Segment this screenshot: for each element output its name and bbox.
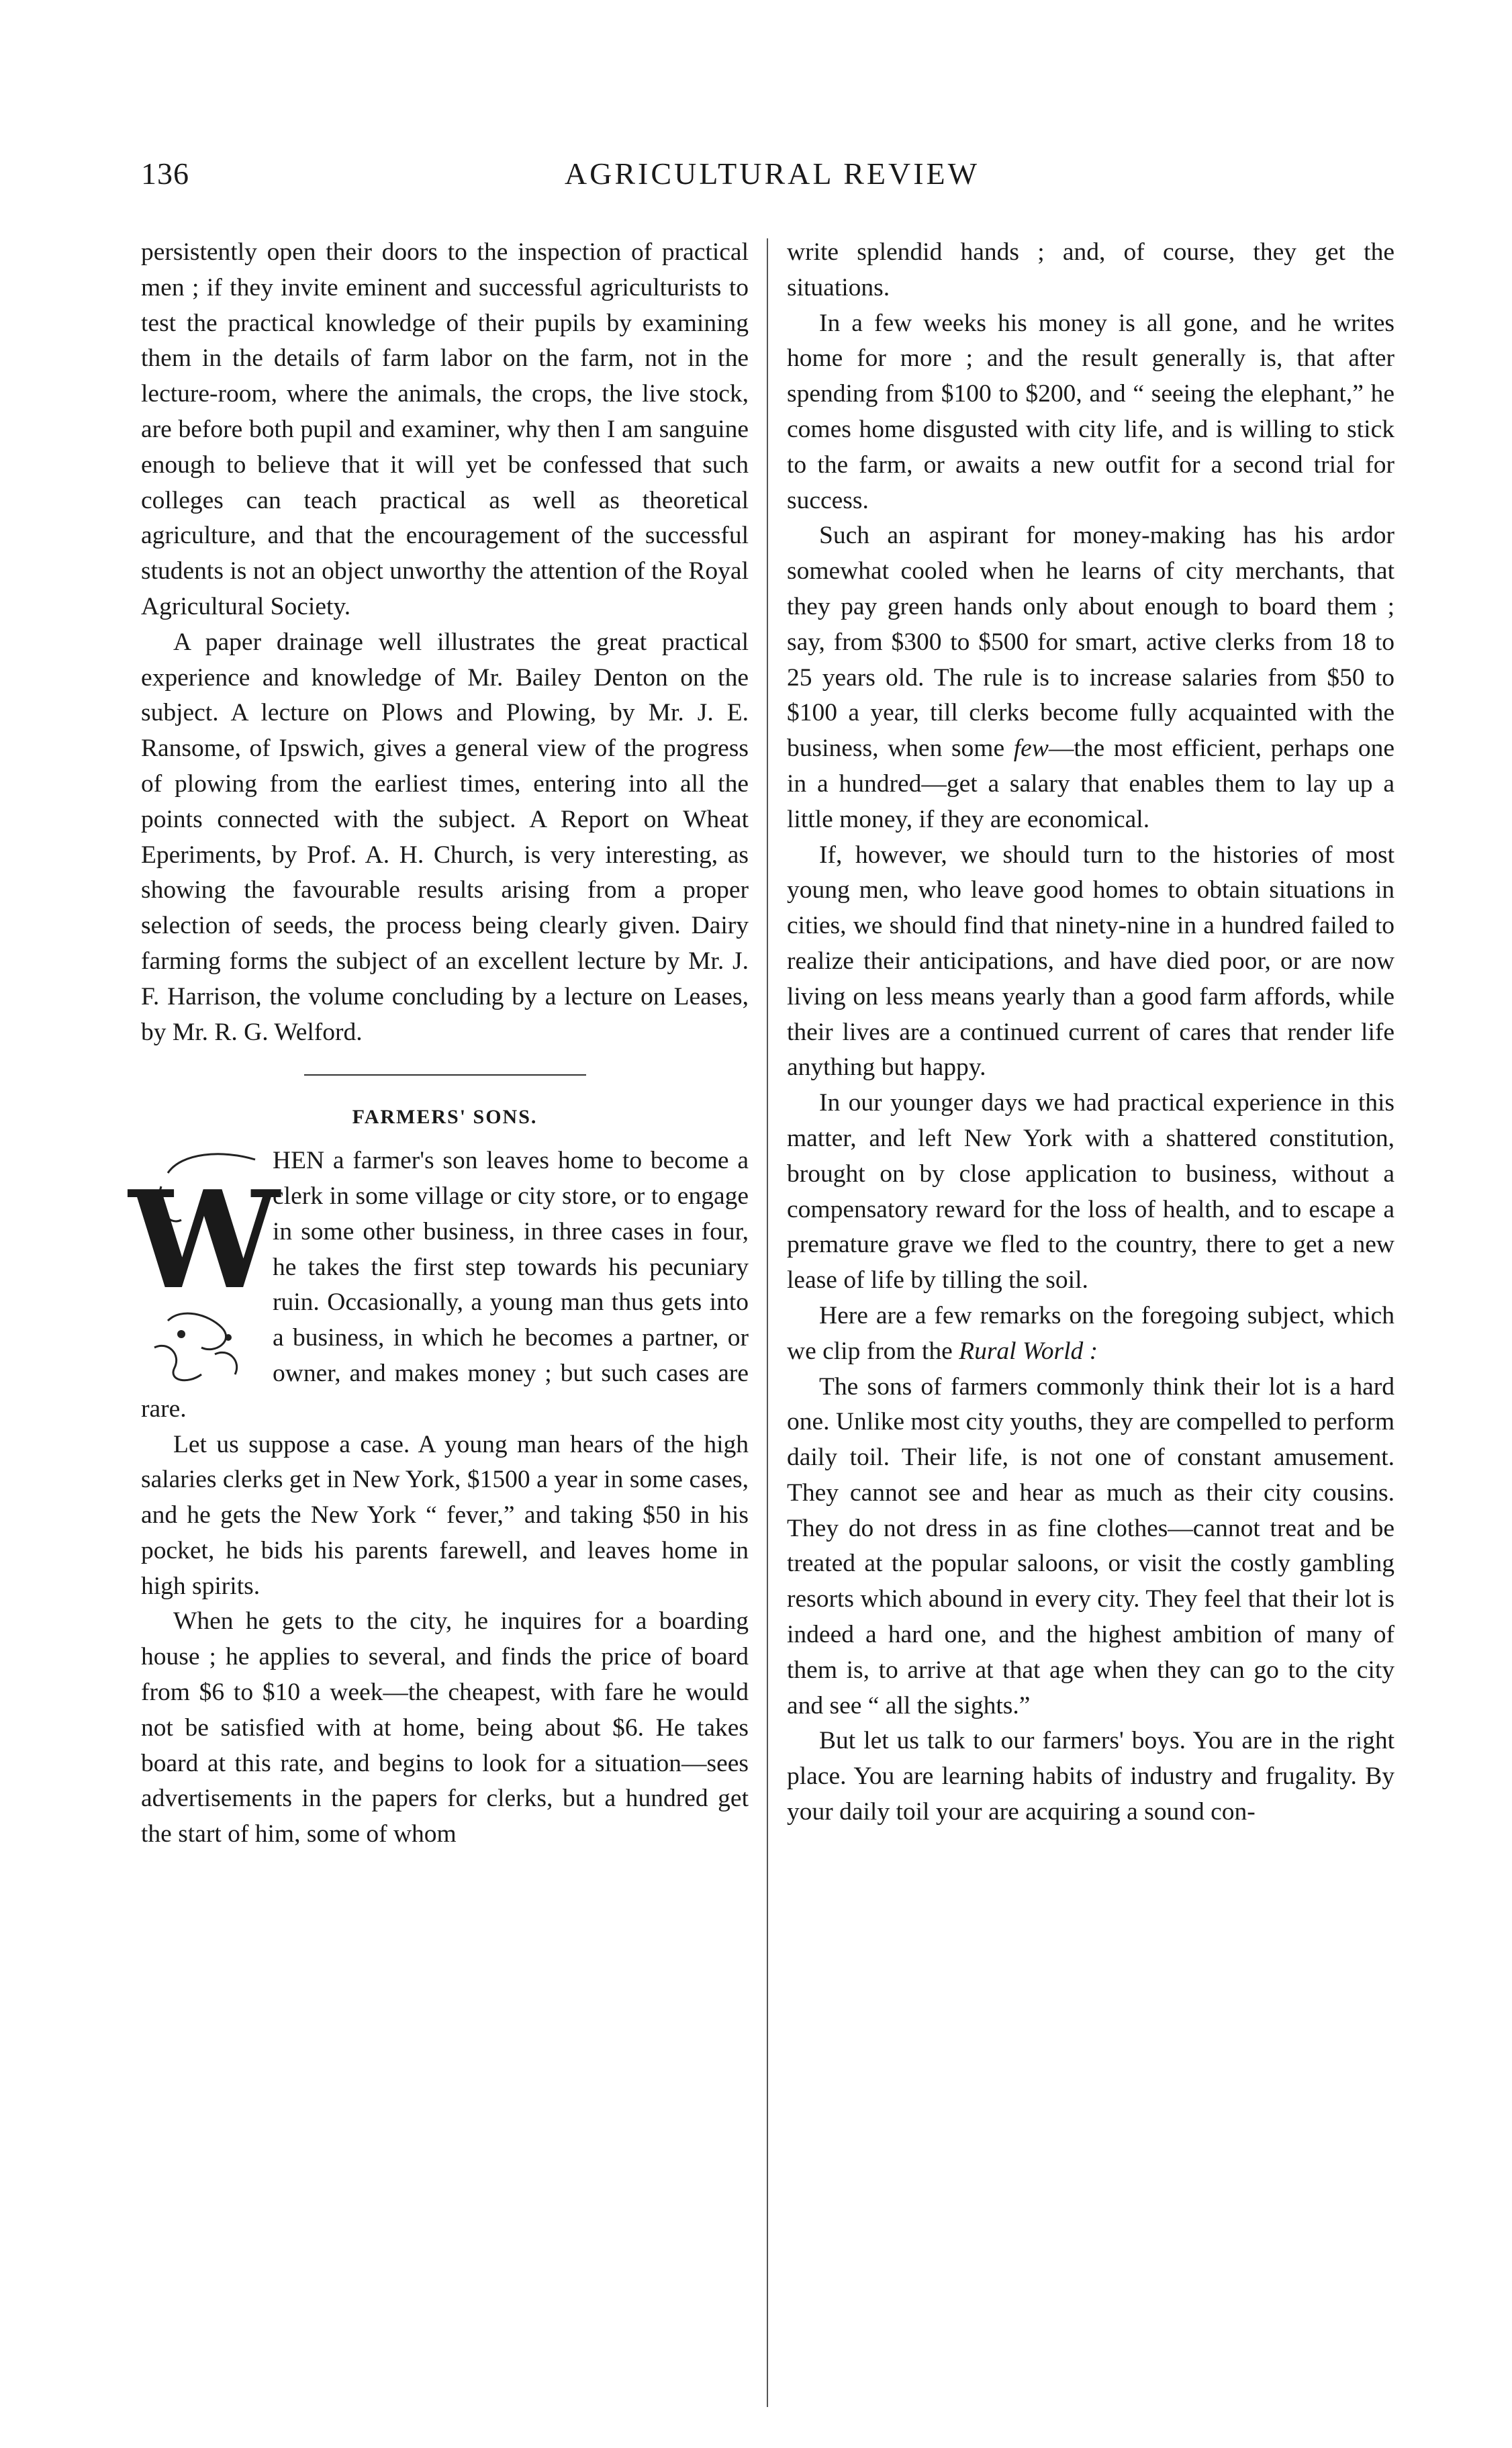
left-paragraph-1: persistently open their doors to the inspection of practical men ; if they invite eminent and successful agriculturists to test the practical knowledge of their pupils by examining them in the details of farm labor on the farm, not in the lecture-room, where the animals, the crops, the live stock, are before both pupil and examiner, why then I am sanguine enough to believe that it will yet be confessed that such colleges can teach practical as well as theoretical agriculture, and that the encouragement of the successful students is not an object unworthy the attention of the Royal Agricultural Society. — [141, 238, 749, 620]
page-number: 136 — [141, 156, 189, 191]
right-paragraph-6-emphasis: Rural World : — [959, 1337, 1098, 1365]
right-paragraph-5: In our younger days we had practical experience in this matter, and left New York with a shattered constitution, brought on by close application to business, without a compensatory reward for the loss of health, and to escape a premature grave we fled to the country, there to get a new lease of life by tilling the soil. — [787, 1089, 1395, 1294]
right-paragraph-8: But let us talk to our farmers' boys. You are in the right place. You are learning habits of industry and frugality. By your daily toil your are acquiring a sound con- — [787, 1727, 1395, 1826]
left-paragraph-3: HEN a farmer's son leaves home to become a clerk in some village or city store, or to engage in some other business, in three cases in four, he takes the first step towards his pecuniary ruin. Occasionally, a young man thus gets into a business, in which he becomes a partner, or owner, and makes money ; but such cases are rare. — [141, 1147, 749, 1423]
right-paragraph-6 — [787, 1299, 1395, 1370]
section-divider — [304, 1074, 586, 1076]
running-title: AGRICULTURAL REVIEW — [564, 156, 980, 191]
ornamental-dropcap-graphic — [128, 1146, 280, 1388]
right-paragraph-4: If, however, we should turn to the histories of most young men, who leave good homes to obtain situations in cities, we should find that ninety-nine in a hundred failed to realize their anticipations, and have died poor, or are now living on less means yearly than a good farm affords, while their lives are a continued current of cares that render life anything but happy. — [787, 841, 1395, 1082]
right-paragraph-3-rest: —the most efficient, perhaps one in a hundred—get a salary that enables them to lay up a little money, if they are economical. — [787, 735, 1395, 833]
right-paragraph-3-emphasis: few — [1013, 735, 1049, 763]
right-paragraph-3 — [787, 518, 1395, 837]
left-paragraph-2: A paper drainage well illustrates the great practical experience and knowledge of Mr. Bailey Denton on the subject. A lecture on Plows and Plowing, by Mr. J. E. Ransome, of Ipswich, gives a general view of the progress of plowing from the earliest times, entering into all the points connected with the subject. A Report on Wheat Eperiments, by Prof. A. H. Church, is very interesting, as showing the favourable results arising from a proper selection of seeds, the process being clearly given. Dairy farming forms the subject of an excellent lecture by Mr. J. F. Harrison, the volume concluding by a lecture on Leases, by Mr. R. G. Welford. — [141, 628, 749, 1046]
dropcap-letter: W — [128, 1162, 280, 1320]
right-paragraph-6-text: Here are a few remarks on the foregoing subject, which we clip from the — [787, 1301, 1395, 1365]
left-paragraph-5: When he gets to the city, he inquires for a boarding house ; he applies to several, and finds the price of board from $6 to $10 a week—the cheapest, with fare he would not be satisfied with at home, being about $6. He takes board at this rate, and begins to look for a situation—sees advertisements in the papers for clerks, but a hundred get the start of him, some of whom — [141, 1607, 749, 1848]
right-paragraph-2: In a few weeks his money is all gone, and he writes home for more ; and the result generally is, that after spending from $100 to $200, and “ seeing the elephant,” he comes home disgusted with city life, and is willing to stick to the farm, or awaits a new outfit for a second trial for success. — [787, 309, 1395, 514]
column-divider-rule — [767, 238, 768, 2407]
right-column — [787, 235, 1395, 1830]
right-paragraph-1: write splendid hands ; and, of course, they get the situations. — [787, 238, 1395, 301]
ornamental-dropcap — [128, 1146, 280, 1388]
right-paragraph-7: The sons of farmers commonly think their lot is a hard one. Unlike most city youths, they are compelled to perform daily toil. Their life, is not one of constant amusement. They cannot see and hear as much as their city cousins. They do not dress in as fine clothes—cannot treat and be treated at the popular saloons, or visit the costly gambling resorts which abound in every city. They feel that their lot is indeed a hard one, and the highest ambition of many of them is, to arrive at that age when they can go to the city and see “ all the sights.” — [787, 1372, 1395, 1720]
running-head — [141, 156, 1403, 203]
section-heading: FARMERS' SONS. — [352, 1106, 538, 1129]
left-column — [128, 235, 749, 1852]
right-paragraph-3-text: Such an aspirant for money-making has his ardor somewhat cooled when he learns of city merchants, that they pay green hands only about enough to board them ; say, from $300 to $500 for smart, active clerks from 18 to 25 years old. The rule is to increase salaries from $50 to $100 a year, till clerks become fully acquainted with the business, when some — [787, 522, 1395, 763]
left-paragraph-4: Let us suppose a case. A young man hears of the high salaries clerks get in New York, $1500 a year in some cases, and he gets the New York “ fever,” and taking $50 in his pocket, he bids his parents farewell, and leaves home in high spirits. — [141, 1430, 749, 1600]
